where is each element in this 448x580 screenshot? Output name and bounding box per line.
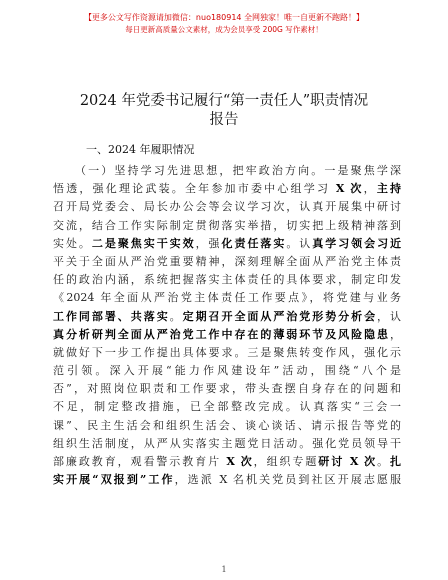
- text-run: 不足，制定整改措施，已全部整改完成。认真落实“三会一: [53, 400, 401, 414]
- body-line: [53, 344, 401, 362]
- bold-text: X 次: [226, 455, 254, 468]
- page-number: 1: [221, 565, 227, 574]
- body-line: [53, 198, 401, 216]
- document-title-line-1: 2024 年党委书记履行“第一责任人”职责情况: [79, 93, 369, 109]
- document-title-line-2: 报告: [209, 112, 239, 128]
- text-run: 组织生活制度，从严从实落实主题党日活动。强化党员领导干: [53, 436, 401, 450]
- text-run: 。认: [286, 236, 313, 250]
- text-run: 《2024 年全面从严治党主体责任工作要点》，将党建与业务: [53, 291, 401, 305]
- body-line: [53, 417, 401, 435]
- body-line: [53, 435, 401, 453]
- bold-text: 真学习领会习近: [312, 236, 401, 250]
- text-run: 实处。: [53, 236, 92, 250]
- body-line: [53, 180, 401, 198]
- body-line: [53, 162, 401, 180]
- text-run: 课”、民主生活会和组织生活会、谈心谈话、请示报告等党的: [53, 418, 401, 432]
- text-run: ，: [390, 327, 401, 341]
- bold-text: 工作同部署、共落实: [53, 309, 170, 323]
- body-line: [53, 253, 401, 271]
- body-line: [53, 235, 401, 253]
- body-line: [53, 380, 401, 398]
- text-run: ，组织专题: [253, 455, 319, 468]
- bold-text: 实开展“双报到”工作: [53, 473, 175, 487]
- body-line: [53, 289, 401, 307]
- text-run: 任的政治内涵，系统把握落实主体责任的具体要求，制定印发: [53, 273, 401, 287]
- body-line: [53, 471, 401, 489]
- text-run: （一）坚持学习先进思想，把牢政治方向。一是聚焦学深: [75, 164, 401, 177]
- body-line: [53, 308, 401, 326]
- bold-text: 化责任落实: [221, 236, 287, 250]
- bold-text: 扎: [390, 455, 401, 468]
- text-run: 召开局党委会、局长办公会等会议学习次，认真开展集中研讨: [53, 200, 401, 214]
- text-run: 范引领。深入开展“能力作风建设年”活动，围绕“八个是: [53, 364, 401, 378]
- body-line: [53, 217, 401, 235]
- promo-banner-line-1: 【更多公文写作资源请加微信：nuo180914 全网独家！唯一自更新不跑路！】: [83, 13, 365, 22]
- bold-text: 主持: [376, 182, 401, 196]
- text-run: 。: [169, 309, 183, 323]
- body-line: [53, 362, 401, 380]
- text-run: 部廉政教育，观看警示教育片: [53, 455, 227, 468]
- bold-text: 定期召开全面从严治党形势分析会: [182, 309, 378, 323]
- text-run: 否”，对照岗位职责和工作要求，带头查摆自身存在的问题和: [53, 382, 401, 396]
- text-run: 平关于全面从严治党重要精神，深刻理解全面从严治党主体责: [53, 254, 401, 268]
- text-run: 交流，结合工作实际制定贯彻落实举措，切实把上级精神落到: [53, 218, 401, 232]
- body-line: [53, 453, 401, 471]
- bold-text: 二是聚焦实干实效: [91, 236, 196, 250]
- text-run: 就做好下一步工作提出具体要求。三是聚焦转变作风，强化示: [53, 345, 401, 359]
- promo-banner-line-2: 每日更新高质量公文素材，成为会员享受 200G 写作素材！: [125, 25, 323, 34]
- text-run: 。: [377, 455, 391, 468]
- body-line: [53, 271, 401, 289]
- section-heading: 一、2024 年履职情况: [86, 143, 195, 156]
- text-run: ，: [363, 182, 377, 196]
- body-line: [53, 398, 401, 416]
- body-text: [53, 162, 401, 489]
- text-run: 悟透，强化理论武装。全年参加市委中心组学习: [53, 182, 336, 196]
- text-run: ，强: [195, 236, 222, 250]
- bold-text: X 次: [335, 182, 364, 196]
- text-run: ，选派 X 名机关党员到社区开展志愿服: [174, 473, 401, 487]
- text-run: ，认: [377, 309, 401, 323]
- bold-text: 真分析研判全面从严治党工作中存在的薄弱环节及风险隐患: [53, 327, 390, 341]
- bold-text: 研讨 X 次: [318, 455, 378, 468]
- body-line: [53, 326, 401, 344]
